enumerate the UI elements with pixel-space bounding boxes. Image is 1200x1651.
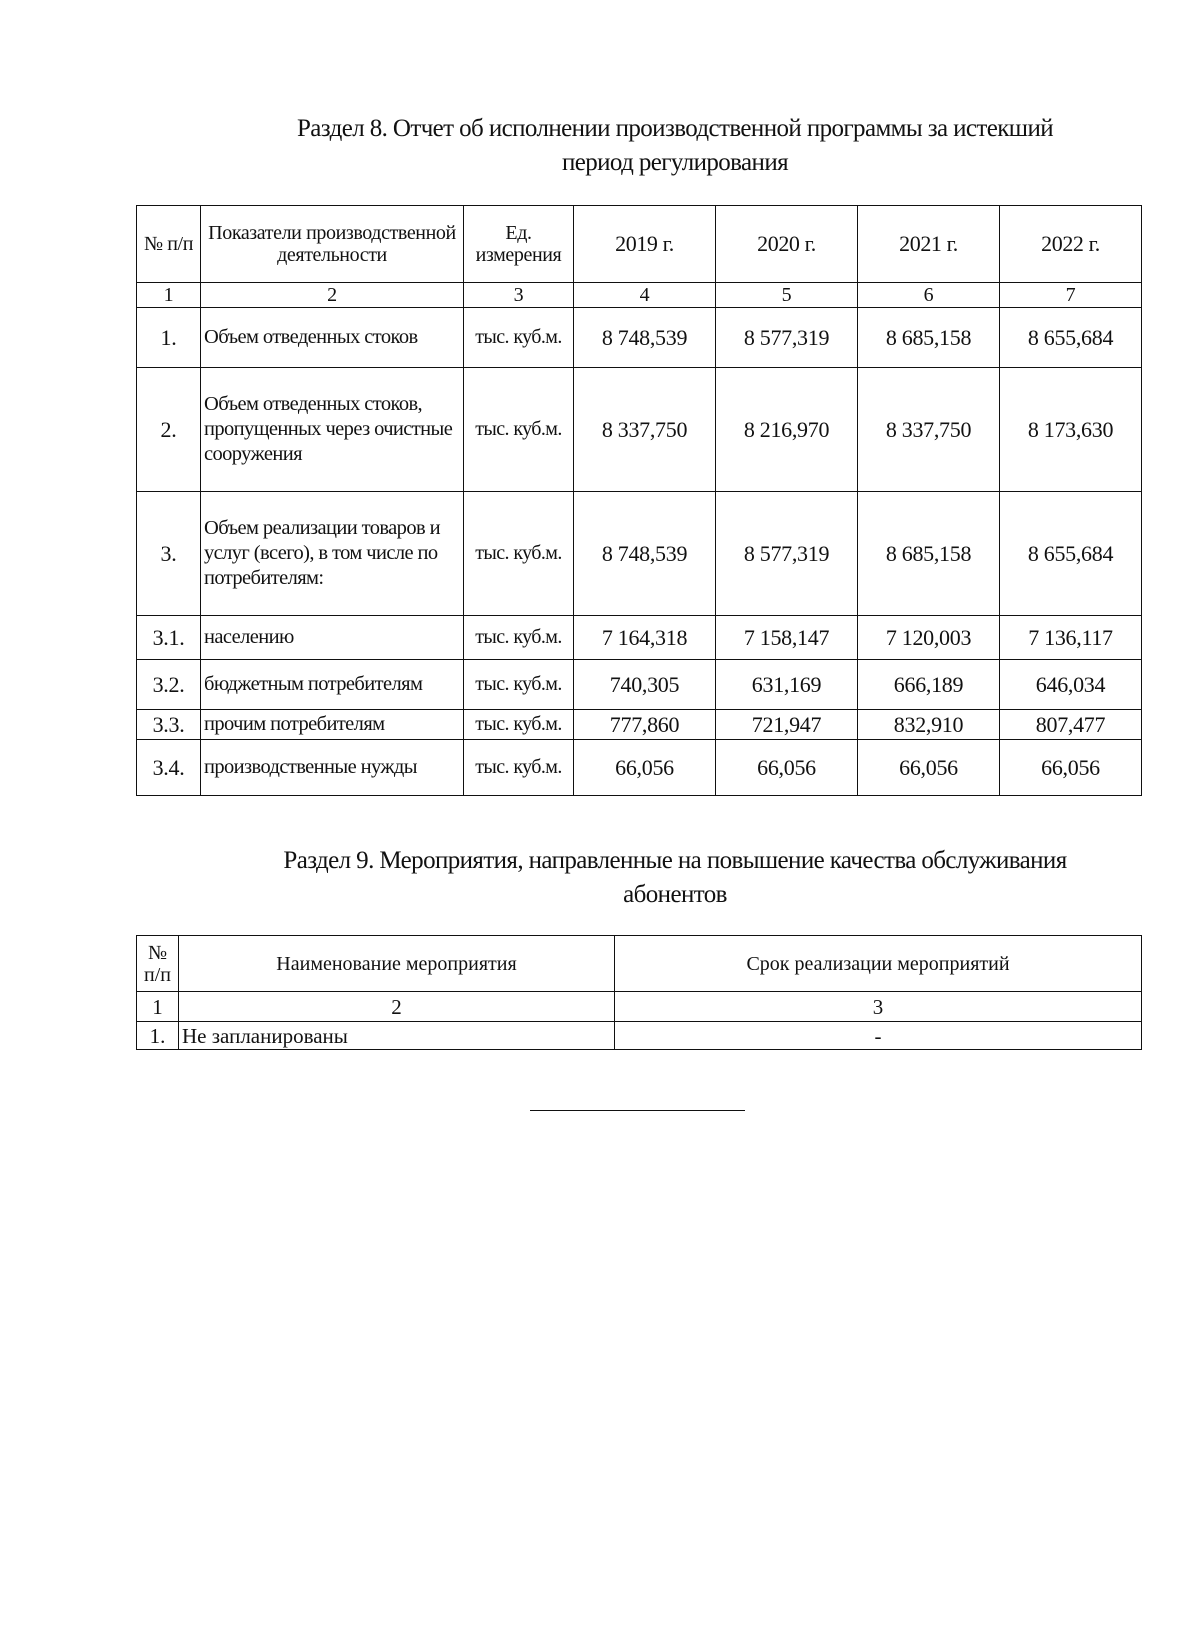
table-row: [137, 660, 1142, 710]
value-2019: 740,305: [574, 660, 716, 710]
header-measure-name: Наименование мероприятия: [179, 936, 615, 992]
header-num: № п/п: [137, 206, 201, 283]
row-num: 1.: [137, 308, 201, 368]
column-number-row: [137, 283, 1142, 308]
row-name: Не запланированы: [179, 1022, 615, 1050]
value-2019: 7 164,318: [574, 616, 716, 660]
column-number-row: [137, 992, 1142, 1022]
table-row: [137, 616, 1142, 660]
table-row: [137, 1022, 1142, 1050]
table-row: [137, 368, 1142, 492]
value-2022: 66,056: [1000, 740, 1142, 796]
row-num: 3.3.: [137, 710, 201, 740]
header-2021: 2021 г.: [858, 206, 1000, 283]
row-unit: тыс. куб.м.: [464, 368, 574, 492]
header-2020: 2020 г.: [716, 206, 858, 283]
table-header-row: [137, 936, 1142, 992]
value-2022: 646,034: [1000, 660, 1142, 710]
col-number: 1: [137, 283, 201, 308]
row-num: 2.: [137, 368, 201, 492]
table-header-row: [137, 206, 1142, 283]
header-unit: Ед. измерения: [464, 206, 574, 283]
header-num: № п/п: [137, 936, 179, 992]
row-name: населению: [201, 616, 464, 660]
row-name: Объем отведенных стоков, пропущенных через очистные сооружения: [201, 368, 464, 492]
value-2019: 8 748,539: [574, 308, 716, 368]
header-2022: 2022 г.: [1000, 206, 1142, 283]
col-number: 2: [179, 992, 615, 1022]
row-unit: тыс. куб.м.: [464, 308, 574, 368]
section8-title-line1: Раздел 8. Отчет об исполнении производственной программы за истекший: [296, 115, 1054, 142]
value-2019: 66,056: [574, 740, 716, 796]
row-term: -: [615, 1022, 1142, 1050]
value-2020: 7 158,147: [716, 616, 858, 660]
value-2022: 8 655,684: [1000, 492, 1142, 616]
value-2021: 8 337,750: [858, 368, 1000, 492]
col-number: 3: [464, 283, 574, 308]
row-name: Объем реализации товаров и услуг (всего), в том числе по потребителям:: [201, 492, 464, 616]
row-unit: тыс. куб.м.: [464, 492, 574, 616]
table-row: [137, 740, 1142, 796]
value-2020: 66,056: [716, 740, 858, 796]
table-row: [137, 308, 1142, 368]
col-number: 7: [1000, 283, 1142, 308]
header-term: Срок реализации мероприятий: [615, 936, 1142, 992]
row-num: 3.2.: [137, 660, 201, 710]
value-2019: 777,860: [574, 710, 716, 740]
col-number: 3: [615, 992, 1142, 1022]
row-name: прочим потребителям: [201, 710, 464, 740]
section9-title-line1: Раздел 9. Мероприятия, направленные на повышение качества обслуживания: [283, 847, 1067, 874]
row-unit: тыс. куб.м.: [464, 616, 574, 660]
value-2019: 8 337,750: [574, 368, 716, 492]
section9-title-line2: абонентов: [623, 881, 727, 908]
value-2022: 807,477: [1000, 710, 1142, 740]
value-2020: 721,947: [716, 710, 858, 740]
measures-table: [136, 935, 1142, 1050]
row-unit: тыс. куб.м.: [464, 660, 574, 710]
value-2021: 666,189: [858, 660, 1000, 710]
value-2021: 8 685,158: [858, 308, 1000, 368]
header-indicator: Показатели производственной деятельности: [201, 206, 464, 283]
row-name: Объем отведенных стоков: [201, 308, 464, 368]
value-2022: 8 655,684: [1000, 308, 1142, 368]
row-unit: тыс. куб.м.: [464, 710, 574, 740]
header-2019: 2019 г.: [574, 206, 716, 283]
value-2021: 832,910: [858, 710, 1000, 740]
value-2022: 7 136,117: [1000, 616, 1142, 660]
value-2020: 8 577,319: [716, 492, 858, 616]
col-number: 6: [858, 283, 1000, 308]
row-name: производственные нужды: [201, 740, 464, 796]
value-2020: 631,169: [716, 660, 858, 710]
value-2021: 7 120,003: [858, 616, 1000, 660]
value-2021: 8 685,158: [858, 492, 1000, 616]
value-2020: 8 216,970: [716, 368, 858, 492]
value-2022: 8 173,630: [1000, 368, 1142, 492]
col-number: 2: [201, 283, 464, 308]
table-row: [137, 710, 1142, 740]
production-program-table: [136, 205, 1142, 796]
col-number: 1: [137, 992, 179, 1022]
closing-rule: [530, 1110, 745, 1111]
value-2021: 66,056: [858, 740, 1000, 796]
section8-title-line2: период регулирования: [561, 149, 789, 176]
section9-title: [240, 844, 1110, 912]
row-num: 3.4.: [137, 740, 201, 796]
col-number: 4: [574, 283, 716, 308]
value-2020: 8 577,319: [716, 308, 858, 368]
section8-title: [250, 112, 1100, 180]
row-num: 3.1.: [137, 616, 201, 660]
value-2019: 8 748,539: [574, 492, 716, 616]
col-number: 5: [716, 283, 858, 308]
table-row: [137, 492, 1142, 616]
row-num: 1.: [137, 1022, 179, 1050]
row-unit: тыс. куб.м.: [464, 740, 574, 796]
row-name: бюджетным потребителям: [201, 660, 464, 710]
row-num: 3.: [137, 492, 201, 616]
